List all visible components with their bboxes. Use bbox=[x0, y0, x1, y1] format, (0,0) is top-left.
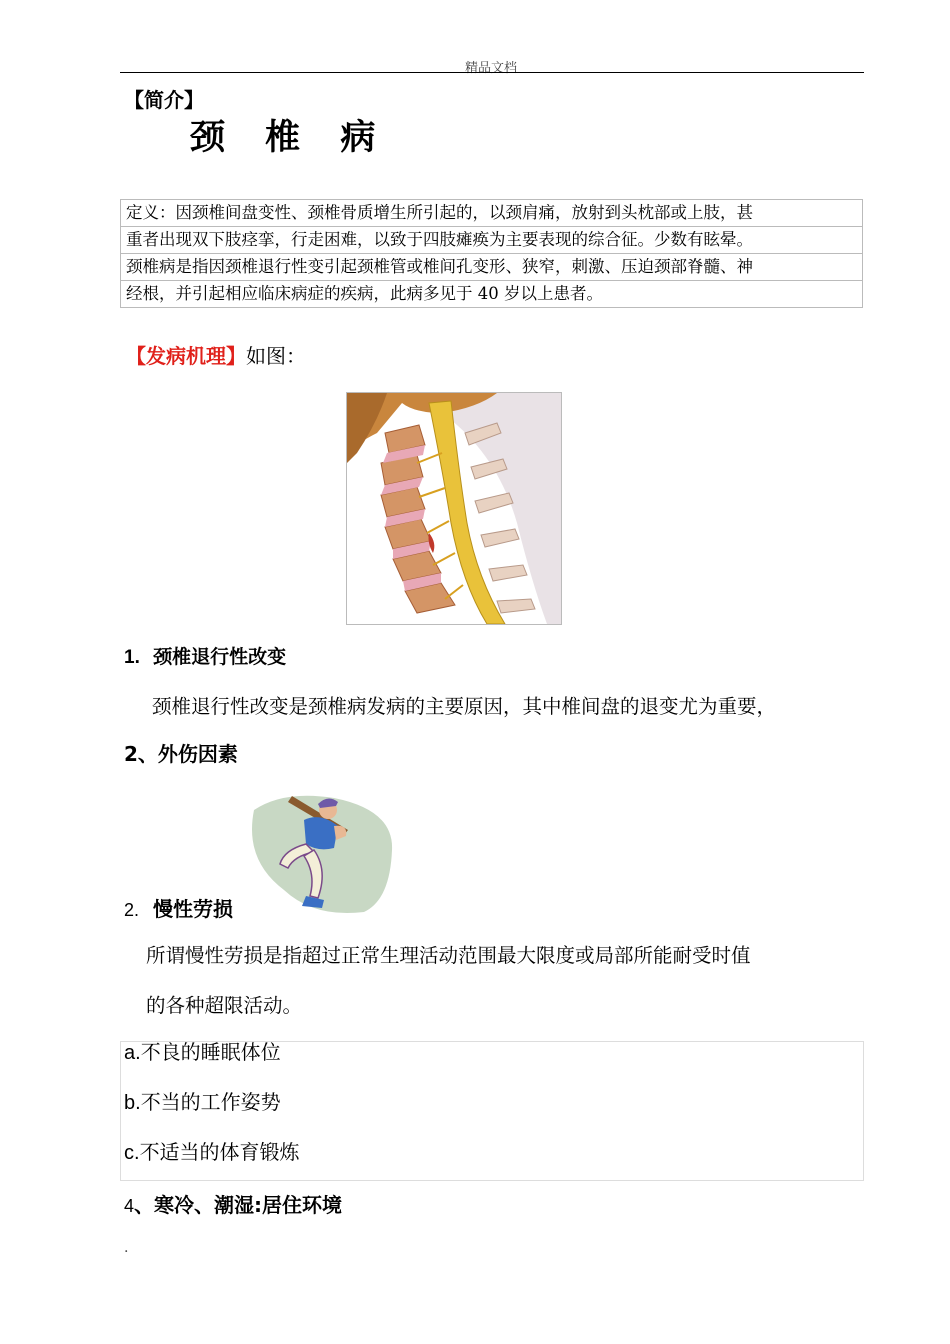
spine-drawing bbox=[347, 393, 561, 624]
cause-item bbox=[124, 1136, 300, 1165]
section1-number: 1. bbox=[124, 647, 140, 668]
section1-heading bbox=[124, 642, 286, 669]
section4-number: 4 bbox=[124, 1196, 135, 1216]
cause-text: 不当的工作姿势 bbox=[140, 1090, 281, 1114]
definition-line: 经根，并引起相应临床病症的疾病，此病多见于 40 岁以上患者。 bbox=[120, 280, 863, 308]
page-header: 精品文档 bbox=[464, 61, 517, 76]
definition-line: 重者出现双下肢痉挛，行走困难，以致于四肢瘫痪为主要表现的综合征。少数有眩晕。 bbox=[120, 226, 863, 253]
batter-drawing bbox=[244, 790, 396, 916]
spine-illustration bbox=[346, 392, 562, 625]
section2-heading: 2、外伤因素 bbox=[124, 742, 238, 766]
mechanism-label: 【发病机理】 bbox=[126, 344, 246, 368]
cause-item bbox=[124, 1086, 281, 1115]
section3-title: 慢性劳损 bbox=[152, 897, 233, 921]
section1-title: 颈椎退行性改变 bbox=[153, 646, 287, 668]
definition-box bbox=[120, 199, 863, 308]
cause-item bbox=[124, 1036, 281, 1065]
section3-body-line: 的各种超限活动。 bbox=[146, 994, 303, 1017]
page-title: 颈 椎 病 bbox=[190, 118, 390, 158]
definition-line: 颈椎病是指因颈椎退行性变引起颈椎管或椎间孔变形、狭窄，刺激、压迫颈部脊髓、神 bbox=[120, 253, 863, 280]
cause-letter: a. bbox=[124, 1042, 141, 1064]
section4-heading bbox=[124, 1189, 342, 1218]
definition-line: 定义：因颈椎间盘变性、颈椎骨质增生所引起的，以颈肩痛，放射到头枕部或上肢，甚 bbox=[120, 199, 863, 226]
section1-body: 颈椎退行性改变是颈椎病发病的主要原因，其中椎间盘的退变尤为重要， bbox=[152, 695, 777, 718]
cause-letter: c. bbox=[124, 1142, 140, 1164]
intro-label: 【简介】 bbox=[124, 88, 204, 112]
mechanism-suffix: 如图： bbox=[246, 344, 306, 368]
footer-dot: . bbox=[124, 1240, 129, 1256]
section4-title: 、寒冷、潮湿:居住环境 bbox=[134, 1193, 343, 1217]
mechanism-heading bbox=[126, 340, 306, 369]
section3-body-line: 所谓慢性劳损是指超过正常生理活动范围最大限度或局部所能耐受时值 bbox=[146, 944, 751, 967]
cause-text: 不良的睡眠体位 bbox=[140, 1040, 281, 1064]
cause-letter: b. bbox=[124, 1092, 141, 1114]
header-divider bbox=[120, 72, 864, 73]
section3-number: 2. bbox=[124, 900, 140, 920]
cause-text: 不适当的体育锻炼 bbox=[139, 1140, 300, 1164]
injury-clipart bbox=[244, 790, 396, 916]
section3-heading bbox=[124, 893, 233, 922]
